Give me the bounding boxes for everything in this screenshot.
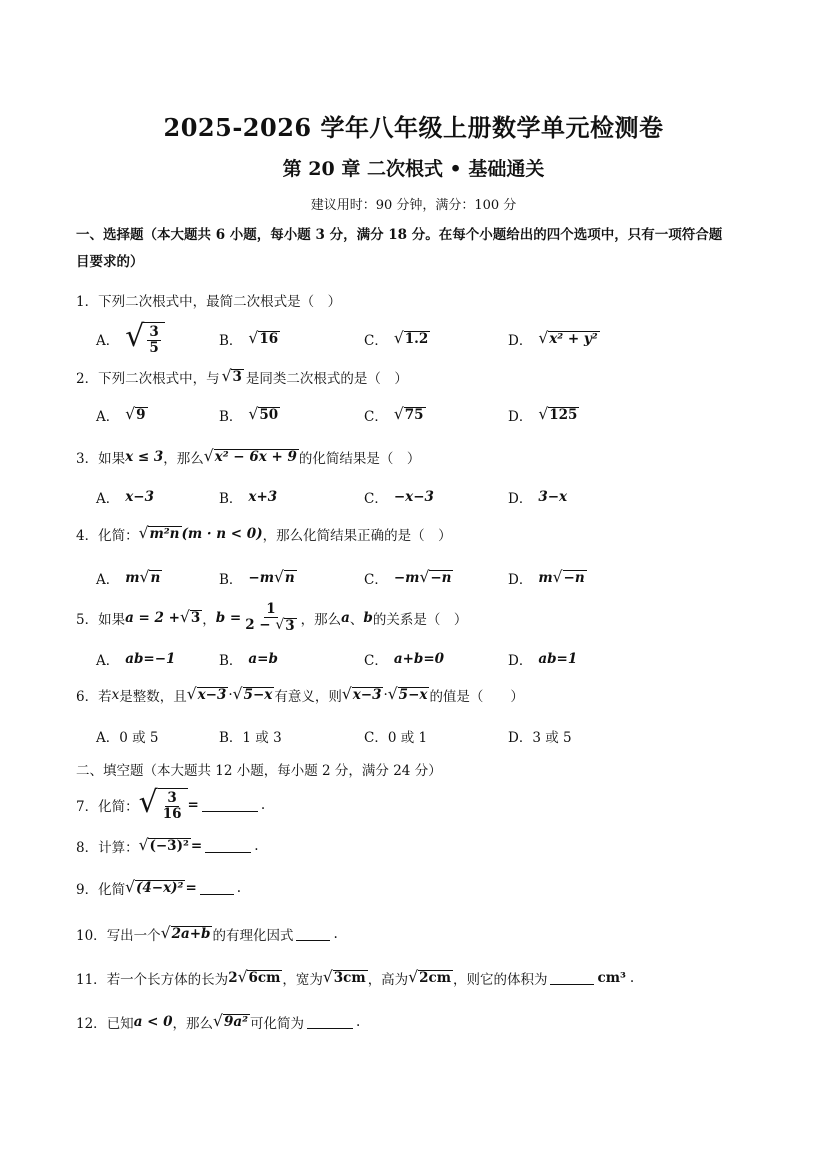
option-a: A． √ $\frac{3}{5}$ [96, 322, 165, 356]
answer-blank[interactable] [202, 798, 258, 812]
answer-blank[interactable] [205, 839, 251, 853]
fraction: 1 2 − √ 3 [245, 601, 295, 634]
option-d: D． √ 125 [508, 404, 578, 425]
option-a: A． √ 9 [96, 404, 146, 425]
question-4: 4． 化简： √ m²n (m · n < 0) ，那么化简结果正确的是（ ） [76, 523, 452, 544]
question-11: 11． 若一个长方体的长为 2 √ 6cm ，宽为 √ 3cm ，高为 √ 2cm ，则它的体积为 cm³ . [76, 967, 635, 988]
option-c: C． −m √ −n [364, 567, 452, 588]
option-c: C． a+b=0 [364, 651, 445, 669]
question-9: 9． 化简 √ (4−x)² = . [76, 877, 242, 898]
question-12: 12． 已知 a < 0 ，那么 √ 9a² 可化简为 . [76, 1011, 361, 1032]
option-b: B． √ 16 [219, 328, 279, 349]
question-10: 10． 写出一个 √ 2a+b 的有理化因式 . [76, 923, 338, 944]
question-5: 5． 如果 a = 2 + √ 3 ， b = 1 2 − √ 3 ，那么 a 、 b 的关系是（ ） [76, 601, 468, 634]
time-info: 建议用时：90 分钟，满分：100 分 [310, 198, 517, 213]
option-c: C． √ 75 [364, 404, 424, 425]
question-1 [76, 290, 341, 310]
section1-heading-line1: 一、选择题（本大题共 6 小题，每小题 3 分，满分 18 分。在每个小题给出的四个选项中，只有一项符合题 [76, 227, 723, 243]
option-c: C． −x−3 [364, 489, 434, 507]
section1-heading [76, 222, 766, 276]
question-2: 2． 下列二次根式中，与 √ 3 是同类二次根式的是（ ） [76, 366, 408, 387]
option-a: A．0 或 5 [96, 730, 159, 746]
answer-blank[interactable] [550, 971, 594, 985]
question-number: 1． [76, 294, 99, 310]
answer-blank[interactable] [307, 1015, 353, 1029]
option-a: A． ab=−1 [96, 651, 176, 669]
answer-blank[interactable] [200, 881, 234, 895]
question-8: 8． 计算： √ (−3)² = . [76, 835, 259, 856]
section2-heading: 二、填空题（本大题共 12 小题，每小题 2 分，满分 24 分） [76, 763, 442, 779]
option-d: D． ab=1 [508, 651, 578, 669]
option-b: B． −m √ n [219, 567, 295, 588]
option-d: D． m √ −n [508, 567, 585, 588]
option-c: C． √ 1.2 [364, 328, 429, 349]
fraction: $\frac{3}{5}$ [149, 324, 159, 356]
option-d: D． √ x² + y² [508, 328, 598, 349]
option-a: A． x−3 [96, 489, 155, 507]
option-b: B． x+3 [219, 489, 278, 507]
option-d: D． 3−x [508, 489, 568, 507]
sqrt-expression: √ $\frac{3}{5}$ [125, 322, 165, 356]
question-7: 7． 化简： √ $\frac{3}{16}$ = . [76, 785, 266, 822]
option-b: B． √ 50 [219, 404, 279, 425]
question-text: 下列二次根式中，最简二次根式是（ ） [98, 294, 342, 310]
option-a: A． m √ n [96, 567, 161, 588]
option-b: B．1 或 3 [219, 730, 282, 746]
answer-blank[interactable] [296, 927, 330, 941]
section1-heading-line2: 目要求的） [76, 254, 144, 270]
question-3: 3． 如果 x ≤ 3 ，那么 √ x² − 6x + 9 的化简结果是（ ） [76, 446, 421, 467]
option-c: C．0 或 1 [364, 730, 428, 746]
option-d: D．3 或 5 [508, 730, 572, 746]
page-subtitle: 第 20 章 二次根式 • 基础通关 [282, 158, 545, 180]
page-title: 2025-2026 学年八年级上册数学单元检测卷 [163, 113, 664, 142]
option-b: B． a=b [219, 651, 278, 669]
question-6: 6． 若 x 是整数，且 √ x−3 · √ 5−x 有意义，则 √ x−3 · √ 5−x 的值是（ ） [76, 684, 524, 705]
